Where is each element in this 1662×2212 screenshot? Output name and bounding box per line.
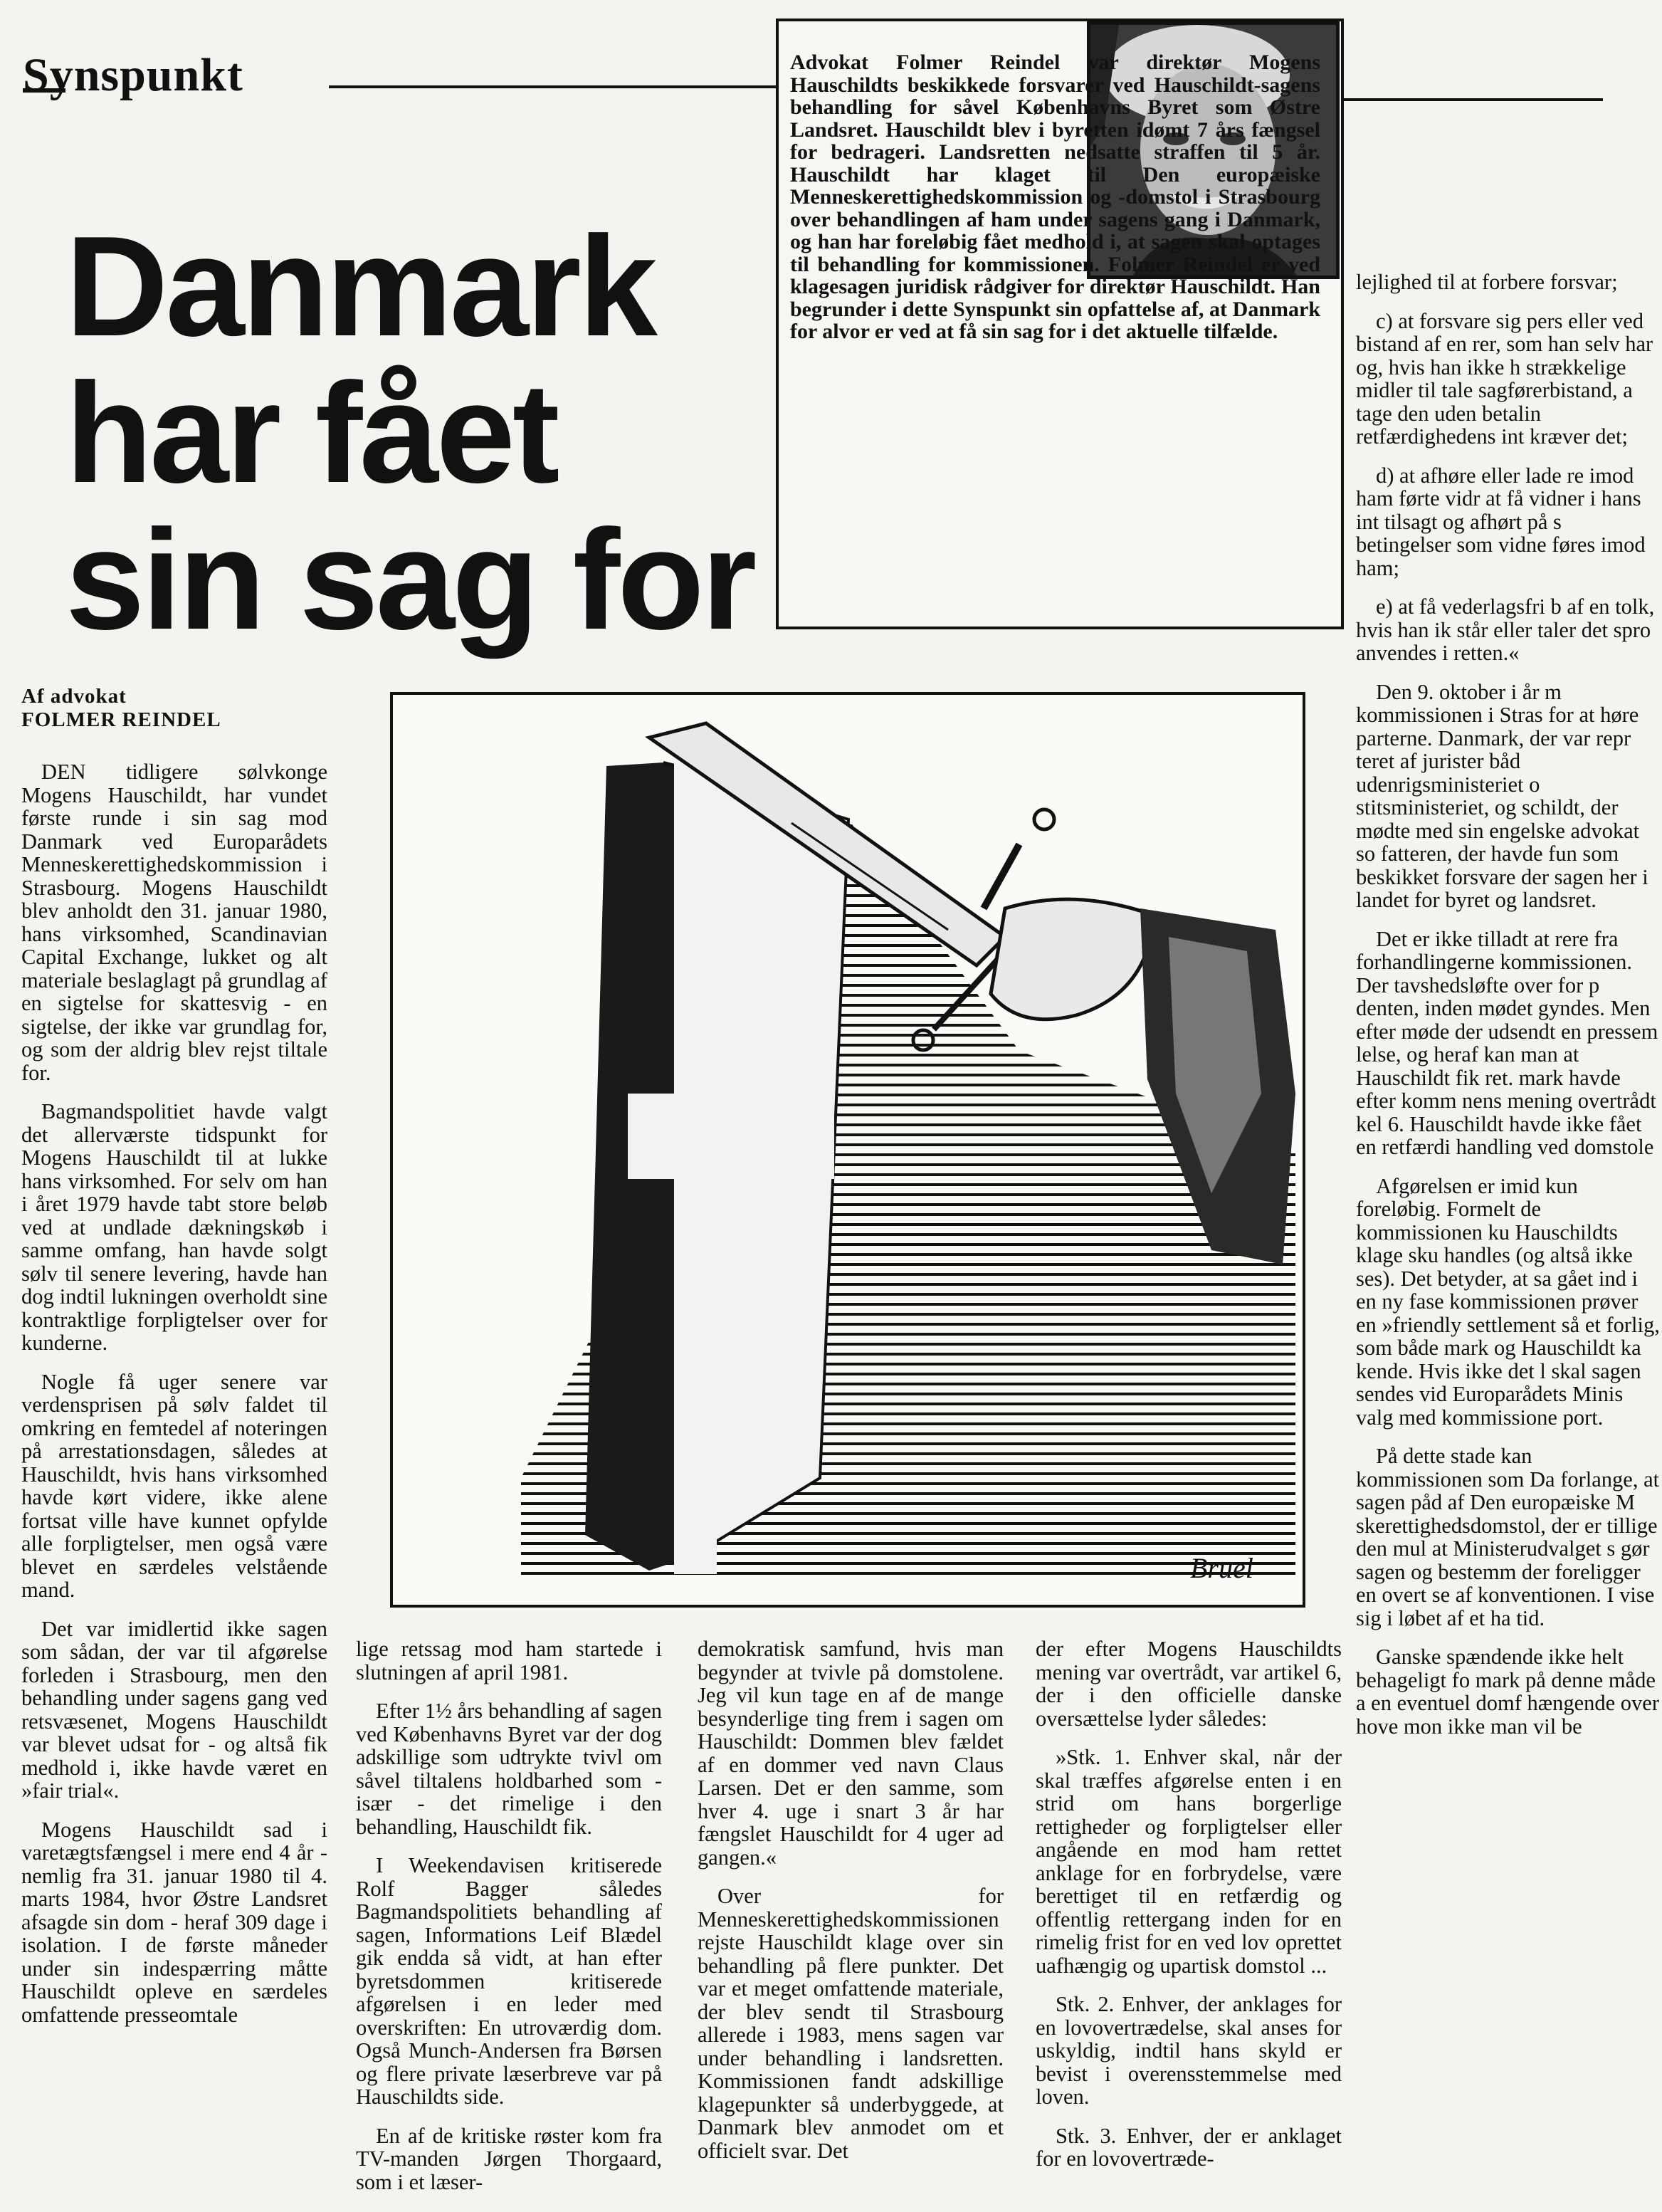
- paragraph: c) at forsvare sig pers eller ved bistand af en rer, som han selv har og, hvis han ikke h strækkelige midler til tale sagførerbistand, a tage den uden betalin retfærdighedens int kræver det;: [1356, 308, 1653, 449]
- headline: [65, 207, 770, 659]
- paragraph: demokratisk samfund, hvis man begynder at tvivle på domstolene. Jeg vil kun tage en af de mange besynderlige ting frem i sagen om Hauschildt: Dommen blev fældet af en dommer ved navn Claus Larsen. Det er den samme, som hver 4. uge i snart 3 år har fængslet Hauschildt for 4 uger ad gangen.«: [698, 1637, 1004, 1870]
- headline-line: har fået: [65, 354, 557, 513]
- paragraph: Den 9. oktober i år m kommissionen i Stras for at høre parterne. Danmark, der var repr teret af jurister båd udenrigsministeriet o stitsministeriet, og schildt, der mødte med sin engelske advokat so fatteren, der havde fun som beskikket forsvare der sagen her i landet for byret og landsret.: [1356, 679, 1648, 912]
- paragraph: d) at afhøre eller lade re imod ham førte vidr at få vidner i hans int tilsagt og afhørt på s betingelser som vidne føres imod ham;: [1356, 463, 1646, 580]
- sword-and-flag-illustration-icon: [393, 695, 1297, 1599]
- section-label: Synspunkt: [23, 49, 243, 101]
- paragraph: Det er ikke tilladt at rere fra forhandlingerne kommissionen. Der tavshedsløfte over for p denten, inden mødet gyndes. Men efter møde der udsendt en pressem lelse, og heraf kan man at Hauschildt fik ret. mark havde efter komm nens mening overtrådt kel 6. Hauschildt havde ikke fået en retfærdi handling ved domstole: [1356, 926, 1658, 1159]
- section-rule: [329, 85, 776, 88]
- article-column-2: [356, 1637, 662, 2209]
- paragraph: Nogle få uger senere var verdensprisen på sølv faldet til omkring en femtedel af noteringen på arrestationsdagen, således at Hauschildt, hvis hans virksomhed havde kørt videre, ikke alene fortsat ville have kunnet opfylde alle forpligtelser, men også være blevet en særdeles velstående mand.: [21, 1369, 327, 1602]
- paragraph: lige retssag mod ham startede i slutningen af april 1981.: [356, 1637, 662, 1684]
- paragraph: Stk. 3. Enhver, der er anklaget for en lovovertræde-: [1036, 2123, 1342, 2171]
- article-column-4: [1036, 1637, 1342, 2186]
- article-column-5-clip: [1356, 270, 1660, 2212]
- author-infobox-text: [790, 51, 1320, 343]
- byline-author: FOLMER REINDEL: [21, 708, 221, 731]
- paragraph: I Weekendavisen kritiserede Rolf Bagger således Bagmandspolitiets behandling af sagen, Informations Leif Blædel gik endda så vidt, at han efter byretsdommen kritiserede afgørelsen i en leder med overskriften: En utroværdig dom. Også Munch-Andersen fra Børsen og flere private læserbreve var på Hauschildts side.: [356, 1853, 662, 2109]
- paragraph: Det var imidlertid ikke sagen som sådan, der var til afgørelse forleden i Strasbourg, men den behandling under sagens gang ved retsvæsenet, Mogens Hauschildt var blevet udsat for - og altså fik medhold i, ikke havde været en »fair trial«.: [21, 1616, 327, 1803]
- article-column-3: [698, 1637, 1004, 2178]
- byline-line: Af advokat: [21, 685, 127, 708]
- section-rule: [1340, 98, 1603, 101]
- paragraph: På dette stade kan kommissionen som Da forlange, at sagen påd af Den europæiske M skerettighedsdomstol, der er tillige den mul at Ministerudvalget s gør sagen og bestemm der foreligger en overt se af konventionen. I vise sig i løbet af et ha tid.: [1356, 1444, 1660, 1630]
- paragraph: e) at få vederlagsfri b af en tolk, hvis han ik står eller taler det spro anvendes i retten.«: [1356, 594, 1655, 665]
- byline: [21, 685, 221, 732]
- paragraph: Over for Menneskerettighedskommissionen rejste Hauschildt klage over sin behandling på flere punkter. Det var et meget omfattende materiale, der blev sendt til Strasbourg allerede i 1983, mens sagen var under behandling i landsretten. Kommissionen fandt adskillige klagepunkter så underbyggede, at Danmark blev anmodet om et officielt svar. Det: [698, 1884, 1004, 2163]
- paragraph: Afgørelsen er imid kun foreløbig. Formelt de kommissionen ku Hauschildts klage sku handles (og altså ikke ses). Det betyder, at sa gået ind i en ny fase kommissionen prøver en »friendly settlement så et forlig, som både mark og Hauschildt ka kende. Hvis ikke det l skal sagen sendes vid Europarådets Minis valg med kommissione port.: [1356, 1173, 1660, 1430]
- headline-line: Danmark: [65, 207, 655, 366]
- infobox-paragraph: Advokat Folmer Reindel var direktør Mogens Hauschildts beskikkede forsvarer ved Hauschildt-sagens behandling for såvel Københavns Byret som Østre Landsret. Hauschildt blev i byretten idømt 7 års fængsel for bedrageri. Landsretten nedsatte straffen til 5 år. Hauschildt har klaget til Den europæiske Menneskerettighedskommission og -domstol i Strasbourg over behandlingen af ham under sagens gang i Danmark, og han har foreløbig fået medhold i, at sagen skal optages til behandling for kommissionen. Folmer Reindel er ved klagesagen juridisk rådgiver for direktør Hauschildt. Han begrunder i dette Synspunkt sin opfattelse af, at Danmark for alvor er ved at få sin sag for i det aktuelle tilfælde.: [790, 51, 1320, 343]
- paragraph: Ganske spændende ikke helt behageligt fo mark på denne måde a en eventuel domf hængende over hove mon ikke man vil be: [1356, 1645, 1660, 1739]
- article-column-5: [1356, 271, 1662, 1754]
- paragraph: »Stk. 1. Enhver skal, når der skal træffes afgørelse enten i en strid om hans borgerlige rettigheder og forpligtelser eller angående en mod ham rettet anklage for en forbrydelse, være berettiget til en retfærdig og offentlig rettergang inden for en rimelig frist for en ved lov oprettet uafhængig og upartisk domstol ...: [1036, 1745, 1342, 1978]
- paragraph: lejlighed til at forbere forsvar;: [1356, 270, 1618, 294]
- paragraph: Bagmandspolitiet havde valgt det allerværste tidspunkt for Mogens Hauschildt til at lukke hans virksomhed. For selv om han i året 1979 havde tabt store beløb ved at undlade dækningskøb i samme omfang, han havde solgt sølv til senere levering, havde han dog indtil lukningen overholdt sine kontraktlige forpligtelser over for kunderne.: [21, 1099, 327, 1355]
- paragraph: En af de kritiske røster kom fra TV-manden Jørgen Thorgaard, som i et læser-: [356, 2123, 662, 2194]
- paragraph: Efter 1½ års behandling af sagen ved Københavns Byret var der dog adskillige som udtrykte tvivl om såvel tiltalens holdbarhed som - især - det rimelige i den behandling, Hauschildt fik.: [356, 1699, 662, 1839]
- editorial-illustration: [390, 692, 1305, 1608]
- paragraph: der efter Mogens Hauschildts mening var overtrådt, var artikel 6, der i den officielle danske oversættelse lyder således:: [1036, 1637, 1342, 1731]
- paragraph: Mogens Hauschildt sad i varetægtsfængsel i mere end 4 år - nemlig fra 31. januar 1980 til 4. marts 1984, hvor Østre Landsret afsagde sin dom - heraf 309 dage i isolation. I de første måneder under sin indespærring måtte Hauschildt opleve en særdeles omfattende presseomtale: [21, 1817, 327, 2027]
- illustration-signature: Bruel: [1190, 1552, 1253, 1584]
- paragraph: DEN tidligere sølvkonge Mogens Hauschildt, har vundet første runde i sin sag mod Danmark ved Europarådets Menneskerettighedskommission i Strasbourg. Mogens Hauschildt blev anholdt den 31. januar 1980, hans virksomhed, Scandinavian Capital Exchange, lukket og alt materiale beslaglagt på grundlag af en sigtelse for skattesvig - en sigtelse, der ikke var grundlag for, og som der aldrig blev rejst tiltale for.: [21, 760, 327, 1085]
- article-column-1: [21, 760, 327, 2042]
- headline-line: sin sag for: [65, 500, 754, 659]
- paragraph: Stk. 2. Enhver, der anklages for en lovovertrædelse, skal anses for uskyldig, indtil hans skyld er bevist i overensstemmelse med loven.: [1036, 1992, 1342, 2109]
